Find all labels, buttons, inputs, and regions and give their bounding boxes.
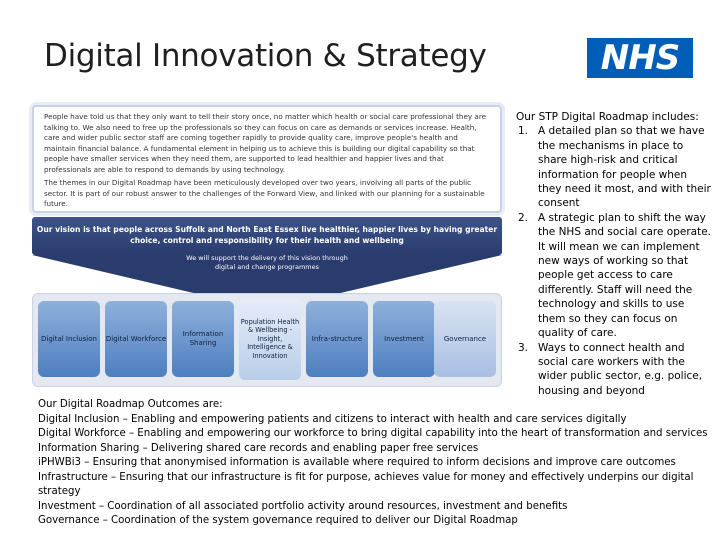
roadmap-item-bold: A strategic plan <box>538 211 621 224</box>
outcomes-heading: Our Digital Roadmap Outcomes are: <box>38 399 223 410</box>
roadmap-item <box>516 341 712 399</box>
roadmap-item-text: Ways to connect health and social care workers with the wider public sector, e.g. police, housing and beyond <box>538 341 703 397</box>
outcome-term: Infrastructure <box>38 471 108 483</box>
intro-box <box>32 105 502 213</box>
outcomes-section <box>38 398 718 529</box>
roadmap-item <box>516 124 712 210</box>
page-title: Digital Innovation & Strategy <box>44 38 487 74</box>
funnel-text: We will support the delivery of this vision through digital and change programmes <box>186 254 348 271</box>
roadmap-item <box>516 211 712 341</box>
vision-banner: Our vision is that people across Suffolk and North East Essex live healthier, happier lives by having greater choice, control and responsibility for their health and wellbeing <box>32 217 502 255</box>
outcome-item <box>38 500 718 515</box>
roadmap-heading: Our STP Digital Roadmap includes: <box>516 111 699 123</box>
outcome-text: – Ensuring that our infrastructure is fit for purpose, achieves value for money and effectively underpins our digital strategy <box>38 471 694 497</box>
roadmap-item-number: 1. <box>518 125 529 138</box>
outcome-item <box>38 471 718 500</box>
outcome-text: – Coordination of all associated portfolio activity around resources, investment and benefits <box>95 500 568 512</box>
outcome-item <box>38 456 718 471</box>
outcome-term: Information Sharing <box>38 442 140 454</box>
pillar-investment: Investment <box>373 301 435 377</box>
pillar-infrastructure: Infra-structure <box>306 301 368 377</box>
outcome-item <box>38 413 718 428</box>
roadmap-list <box>516 110 712 398</box>
outcome-text: – Ensuring that anonymised information is available where required to inform decisions and improve care outcomes <box>81 457 676 468</box>
outcome-term: Governance <box>38 515 100 526</box>
nhs-logo: NHS <box>587 38 693 78</box>
outcome-text: – Enabling and empowering our workforce to bring digital capability into the heart of transformation and services <box>125 428 708 439</box>
roadmap-item-number: 3. <box>518 341 529 354</box>
intro-paragraph-2: The themes in our Digital Roadmap have been meticulously developed over two years, involving all parts of the public sector. It is part of our robust answer to the challenges of the Forward View, and linked with our planning for a sustainable future. <box>44 178 485 208</box>
outcome-text: – Coordination of the system governance required to deliver our Digital Roadmap <box>99 515 518 526</box>
roadmap-item-text: so that we have the mechanisms in place to share high-risk and critical information for people when they need it most, and with their consent <box>538 125 711 210</box>
pillar-population-health: Population Health & Wellbeing - Insight, Intelligence & Innovation <box>239 298 301 380</box>
roadmap-item-number: 2. <box>518 211 529 224</box>
outcome-term: Investment <box>38 500 96 512</box>
strategy-diagram <box>30 105 504 387</box>
outcome-text: – Delivering shared care records and enabling paper free services <box>139 442 479 454</box>
outcome-item <box>38 514 718 529</box>
outcome-item <box>38 442 718 457</box>
outcome-text: – Enabling and empowering patients and citizens to interact with health and care services digitally <box>119 413 627 425</box>
outcome-item <box>38 427 718 442</box>
pillar-information-sharing: Information Sharing <box>172 301 234 377</box>
intro-paragraph-1: People have told us that they only want to tell their story once, no matter which health or social care professional they are talking to. We also need to free up the professionals so they can focus on care as demands or services increase. Health, care and wider public sector staff are coming together rapidly to provide quality care, improve people's health and maintain financial balance. A fundamental element in helping us to achieve this is building our digital capability so that people have smaller services when they need them, are supported to lead healthier and happier lives and that professionals are able to respond to demands by using technology. <box>44 112 487 174</box>
outcome-term: iPHWBi3 <box>38 457 82 468</box>
roadmap-item-text: to shift the way the NHS and social care operate. It will mean we can implement new ways of working so that people get access to care differently. Staff will need the technology and skills to use them so they can focus on quality of care. <box>538 211 711 340</box>
outcome-term: Digital Inclusion <box>38 413 120 425</box>
pillar-digital-inclusion: Digital Inclusion <box>38 301 100 377</box>
pillar-governance: Governance <box>434 301 496 377</box>
roadmap-item-bold: A detailed plan <box>538 125 618 138</box>
pillar-digital-workforce: Digital Workforce <box>105 301 167 377</box>
outcome-term: Digital Workforce <box>38 428 126 439</box>
